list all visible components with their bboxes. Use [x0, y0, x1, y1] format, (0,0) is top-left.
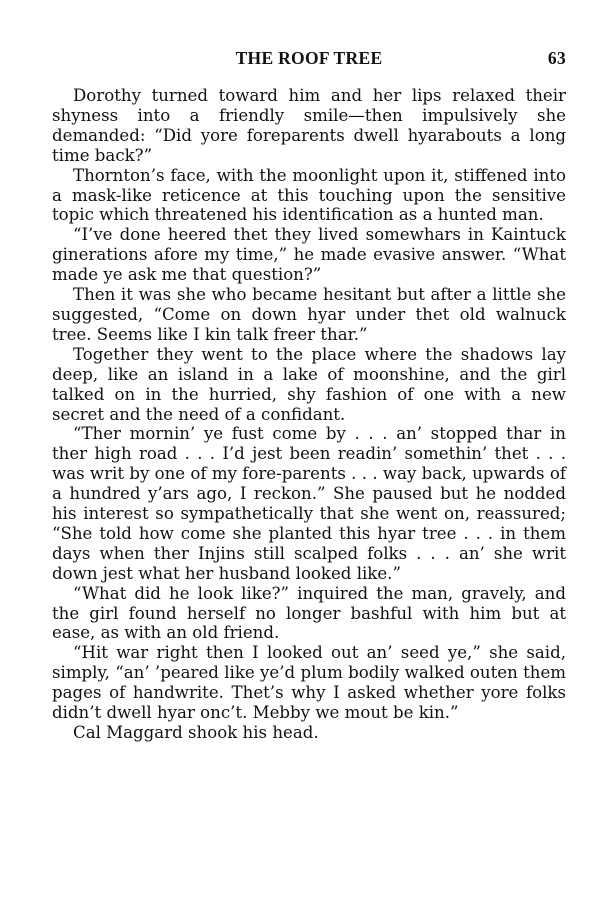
paragraph: Dorothy turned toward him and her lips relaxed their shyness into a friendly smile—then impulsively she demanded: “Did yore foreparents dwell hyarabouts a long time back?”: [52, 86, 566, 165]
paragraph: “Hit war right then I looked out an’ seed ye,” she said, simply, “an’ ’peared like ye’d plum bodily walked outen them pages of handwrite. Thet’s why I asked whether yore folks didn’t dwell hyar onc’t. Mebby we mout be kin.”: [52, 643, 566, 723]
body-text: [52, 86, 566, 743]
page-number: 63: [547, 48, 566, 68]
paragraph: “I’ve done heered thet they lived somewhars in Kaintuck ginerations afore my time,” he made evasive answer. “What made ye ask me that question?”: [52, 225, 566, 285]
running-title: THE ROOF TREE: [235, 48, 383, 68]
paragraph: “What did he look like?” inquired the man, gravely, and the girl found herself no longer bashful with him but at ease, as with an old friend.: [52, 583, 566, 643]
paragraph: “Ther mornin’ ye fust come by . . . an’ stopped thar in ther high road . . . I’d jest been readin’ somethin’ thet . . . was writ by one of my fore-parents . . . way back, upwards of a hundred y’ars ago, I reckon.” She paused but he nodded his interest so sympathetically that she went on, reassured; “She told how come she planted this hyar tree . . . in them days when ther Injins still scalped folks . . . an’ she writ down jest what her husband looked like.”: [52, 424, 566, 583]
paragraph: Thornton’s face, with the moonlight upon it, stiffened into a mask-like reticence at this touching upon the sensitive topic which threatened his identification as a hunted man.: [52, 165, 566, 225]
paragraph: Cal Maggard shook his head.: [73, 723, 319, 742]
paragraph: Together they went to the place where the shadows lay deep, like an island in a lake of moonshine, and the girl talked on in the hurried, shy fashion of one with a new secret and the need of a confidant.: [52, 344, 566, 424]
page-header: [52, 48, 566, 76]
book-page: [52, 48, 566, 743]
paragraph: Then it was she who became hesitant but after a little she suggested, “Come on down hyar under thet old walnuck tree. Seems like I kin talk freer thar.”: [52, 285, 566, 344]
